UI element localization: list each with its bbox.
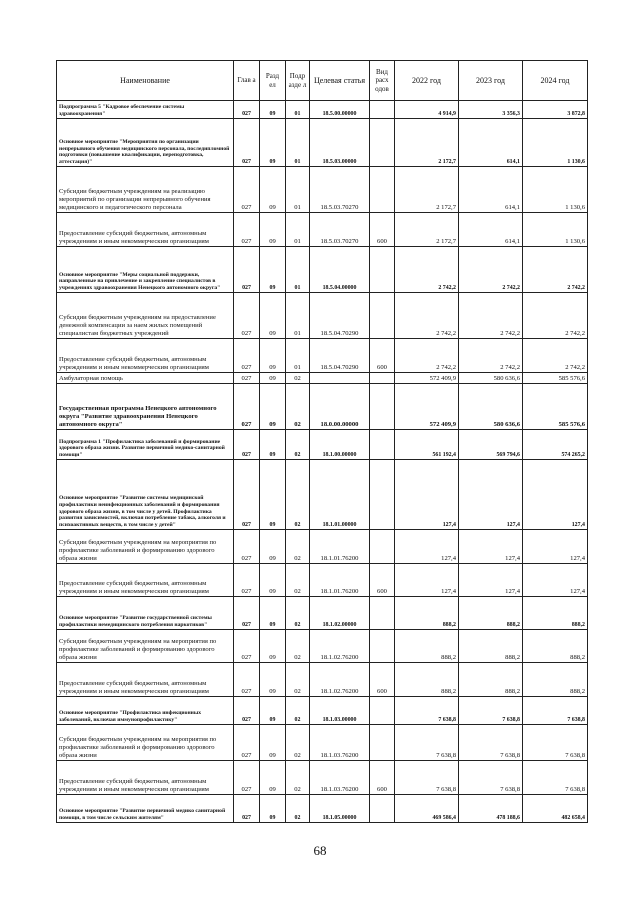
- row-2022: 888,2: [395, 630, 459, 663]
- row-name: Субсидии бюджетным учреждениям на реализацию мероприятий по организации непрерывного обучения медицинского и педагогического персонала: [57, 167, 234, 213]
- row-podrazdel: 02: [286, 630, 310, 663]
- table-header-row: [57, 61, 588, 101]
- row-name: Предоставление субсидий бюджетным, автономным учреждениям и иным некоммерческим организациям: [57, 339, 234, 373]
- row-target: 18.5.04.70290: [310, 293, 370, 339]
- row-name: Предоставление субсидий бюджетным, автономным учреждениям и иным некоммерческим организациям: [57, 564, 234, 597]
- row-2024: 127,4: [523, 530, 588, 564]
- row-2024: 1 130,6: [523, 119, 588, 167]
- row-podrazdel: 02: [286, 530, 310, 564]
- row-glava: 027: [234, 384, 260, 430]
- budget-table-page: [56, 60, 587, 823]
- row-2022: 127,4: [395, 530, 459, 564]
- table-row: [57, 339, 588, 373]
- row-2023: 2 742,2: [459, 293, 523, 339]
- row-target: 18.1.02.76200: [310, 630, 370, 663]
- table-row: [57, 564, 588, 597]
- row-glava: 027: [234, 597, 260, 630]
- row-2024: 585 576,6: [523, 384, 588, 430]
- row-vid: [370, 293, 395, 339]
- row-2022: 2 742,2: [395, 247, 459, 293]
- row-target: 18.5.03.70270: [310, 213, 370, 247]
- row-2022: 7 638,8: [395, 697, 459, 725]
- row-podrazdel: 02: [286, 697, 310, 725]
- row-podrazdel: 02: [286, 384, 310, 430]
- row-target: 18.5.03.70270: [310, 167, 370, 213]
- row-target: 18.1.01.76200: [310, 564, 370, 597]
- budget-table: [56, 60, 588, 823]
- row-2024: 888,2: [523, 663, 588, 697]
- row-podrazdel: 01: [286, 213, 310, 247]
- row-2023: 2 742,2: [459, 247, 523, 293]
- row-2022: 127,4: [395, 460, 459, 530]
- row-name: Амбулаторная помощь: [57, 373, 234, 384]
- row-vid: 600: [370, 339, 395, 373]
- row-vid: [370, 460, 395, 530]
- row-razdel: 09: [260, 430, 286, 460]
- row-2022: 2 742,2: [395, 293, 459, 339]
- row-name: Основное мероприятие "Развитие государственной системы профилактики немедицинского потребления наркотиков": [57, 597, 234, 630]
- row-2022: 127,4: [395, 564, 459, 597]
- row-2023: 888,2: [459, 597, 523, 630]
- row-vid: [370, 530, 395, 564]
- row-2022: 572 409,9: [395, 384, 459, 430]
- table-row: [57, 247, 588, 293]
- row-glava: 027: [234, 530, 260, 564]
- row-2023: 127,4: [459, 460, 523, 530]
- row-target: 18.5.04.70290: [310, 339, 370, 373]
- row-podrazdel: 02: [286, 373, 310, 384]
- row-2023: 2 742,2: [459, 339, 523, 373]
- row-name: Государственная программа Ненецкого автономного округа "Развитие здравоохранения Ненецкого автономного округа": [57, 384, 234, 430]
- table-row: [57, 630, 588, 663]
- row-vid: [370, 167, 395, 213]
- row-2024: 7 638,8: [523, 697, 588, 725]
- row-razdel: 09: [260, 167, 286, 213]
- row-name: Субсидии бюджетным учреждениям на мероприятия по профилактике заболеваний и формированию здорового образа жизни: [57, 530, 234, 564]
- row-razdel: 09: [260, 597, 286, 630]
- table-row: [57, 430, 588, 460]
- row-name: Субсидии бюджетным учреждениям на мероприятия по профилактике заболеваний и формированию здорового образа жизни: [57, 725, 234, 761]
- row-name: Основное мероприятие "Меры социальной поддержки, направленные на привлечение и закрепление специалистов в учреждениях здравоохранения Ненецкого автономного округа": [57, 247, 234, 293]
- row-2022: 2 172,7: [395, 119, 459, 167]
- row-podrazdel: 01: [286, 167, 310, 213]
- row-2023: 3 356,3: [459, 101, 523, 119]
- row-podrazdel: 02: [286, 663, 310, 697]
- row-name: Субсидии бюджетным учреждениям на мероприятия по профилактике заболеваний и формированию здорового образа жизни: [57, 630, 234, 663]
- row-2024: 127,4: [523, 460, 588, 530]
- row-glava: 027: [234, 101, 260, 119]
- row-2024: 482 658,4: [523, 795, 588, 823]
- row-2024: 1 130,6: [523, 167, 588, 213]
- row-razdel: 09: [260, 564, 286, 597]
- table-row: [57, 384, 588, 430]
- row-2024: 2 742,2: [523, 339, 588, 373]
- row-vid: 600: [370, 663, 395, 697]
- row-glava: 027: [234, 247, 260, 293]
- row-glava: 027: [234, 430, 260, 460]
- row-podrazdel: 02: [286, 597, 310, 630]
- row-razdel: 09: [260, 697, 286, 725]
- row-2023: 614,1: [459, 119, 523, 167]
- row-target: 18.1.01.00000: [310, 460, 370, 530]
- row-2024: 585 576,6: [523, 373, 588, 384]
- row-name: Подпрограмма 5 "Кадровое обеспечение системы здравоохранения": [57, 101, 234, 119]
- row-name: Предоставление субсидий бюджетным, автономным учреждениям и иным некоммерческим организациям: [57, 213, 234, 247]
- table-row: [57, 373, 588, 384]
- row-razdel: 09: [260, 630, 286, 663]
- header-razdel: Разд ел: [260, 61, 286, 101]
- row-razdel: 09: [260, 725, 286, 761]
- row-glava: 027: [234, 339, 260, 373]
- row-2023: 7 638,8: [459, 697, 523, 725]
- row-2023: 7 638,8: [459, 761, 523, 795]
- row-2022: 888,2: [395, 597, 459, 630]
- table-row: [57, 460, 588, 530]
- row-vid: [370, 630, 395, 663]
- row-razdel: 09: [260, 384, 286, 430]
- row-vid: [370, 384, 395, 430]
- row-vid: [370, 725, 395, 761]
- header-glava: Глав а: [234, 61, 260, 101]
- row-2024: 888,2: [523, 597, 588, 630]
- row-2022: 4 914,9: [395, 101, 459, 119]
- table-row: [57, 725, 588, 761]
- row-2023: 888,2: [459, 630, 523, 663]
- row-glava: 027: [234, 293, 260, 339]
- row-target: 18.1.03.00000: [310, 697, 370, 725]
- row-podrazdel: 01: [286, 339, 310, 373]
- row-podrazdel: 01: [286, 101, 310, 119]
- row-glava: 027: [234, 795, 260, 823]
- row-glava: 027: [234, 697, 260, 725]
- row-2023: 888,2: [459, 663, 523, 697]
- row-2023: 614,1: [459, 213, 523, 247]
- row-razdel: 09: [260, 530, 286, 564]
- row-vid: [370, 430, 395, 460]
- row-target: 18.1.02.00000: [310, 597, 370, 630]
- row-name: Подпрограмма 1 "Профилактика заболеваний и формирование здорового образа жизни. Развитие первичной медико-санитарной помощи": [57, 430, 234, 460]
- row-2024: 3 872,8: [523, 101, 588, 119]
- row-glava: 027: [234, 761, 260, 795]
- row-target: 18.1.05.00000: [310, 795, 370, 823]
- row-vid: [370, 101, 395, 119]
- row-2022: 2 172,7: [395, 167, 459, 213]
- row-target: 18.1.02.76200: [310, 663, 370, 697]
- row-name: Основное мероприятие "Развитие системы медицинской профилактики неинфекционных заболеваний и формирования здорового образа жизни, в том числе у детей. Профилактика развития зависимостей, включая потребление табака, алкоголя и психоактивных веществ, в том числе у детей": [57, 460, 234, 530]
- row-2024: 2 742,2: [523, 247, 588, 293]
- row-vid: 600: [370, 564, 395, 597]
- row-glava: 027: [234, 663, 260, 697]
- row-name: Предоставление субсидий бюджетным, автономным учреждениям и иным некоммерческим организациям: [57, 663, 234, 697]
- page-number: 68: [313, 843, 327, 858]
- row-razdel: 09: [260, 101, 286, 119]
- table-row: [57, 597, 588, 630]
- row-razdel: 09: [260, 247, 286, 293]
- row-glava: 027: [234, 564, 260, 597]
- row-2024: 127,4: [523, 564, 588, 597]
- row-podrazdel: 02: [286, 430, 310, 460]
- row-razdel: 09: [260, 213, 286, 247]
- header-2023: 2023 год: [459, 61, 523, 101]
- row-target: 18.5.04.00000: [310, 247, 370, 293]
- row-2022: 7 638,8: [395, 725, 459, 761]
- row-target: 18.1.00.00000: [310, 430, 370, 460]
- row-target: 18.0.00.00000: [310, 384, 370, 430]
- table-row: [57, 213, 588, 247]
- table-row: [57, 761, 588, 795]
- row-2024: 7 638,8: [523, 725, 588, 761]
- row-glava: 027: [234, 630, 260, 663]
- header-2022: 2022 год: [395, 61, 459, 101]
- row-vid: [370, 597, 395, 630]
- row-2022: 2 172,7: [395, 213, 459, 247]
- row-2023: 580 636,6: [459, 384, 523, 430]
- header-name: Наименование: [57, 61, 234, 101]
- row-razdel: 09: [260, 339, 286, 373]
- row-target: 18.1.03.76200: [310, 725, 370, 761]
- row-glava: 027: [234, 725, 260, 761]
- row-name: Предоставление субсидий бюджетным, автономным учреждениям и иным некоммерческим организациям: [57, 761, 234, 795]
- row-vid: [370, 119, 395, 167]
- row-podrazdel: 02: [286, 795, 310, 823]
- row-podrazdel: 01: [286, 247, 310, 293]
- table-row: [57, 530, 588, 564]
- row-2023: 127,4: [459, 564, 523, 597]
- row-name: Основное мероприятие "Профилактика инфекционных заболеваний, включая иммунопрофилактику": [57, 697, 234, 725]
- header-2024: 2024 год: [523, 61, 588, 101]
- row-2022: 572 409,9: [395, 373, 459, 384]
- row-vid: 600: [370, 761, 395, 795]
- header-podrazdel: Подр азде л: [286, 61, 310, 101]
- row-target: 18.1.03.76200: [310, 761, 370, 795]
- row-vid: [370, 697, 395, 725]
- row-2022: 2 742,2: [395, 339, 459, 373]
- row-2024: 888,2: [523, 630, 588, 663]
- row-2023: 614,1: [459, 167, 523, 213]
- table-row: [57, 795, 588, 823]
- row-2023: 580 636,6: [459, 373, 523, 384]
- row-vid: [370, 247, 395, 293]
- row-podrazdel: 02: [286, 564, 310, 597]
- row-glava: 027: [234, 213, 260, 247]
- row-glava: 027: [234, 460, 260, 530]
- row-razdel: 09: [260, 460, 286, 530]
- row-glava: 027: [234, 373, 260, 384]
- row-podrazdel: 02: [286, 460, 310, 530]
- row-2022: 888,2: [395, 663, 459, 697]
- table-row: [57, 293, 588, 339]
- row-2022: 7 638,8: [395, 761, 459, 795]
- row-razdel: 09: [260, 663, 286, 697]
- row-vid: [370, 373, 395, 384]
- row-razdel: 09: [260, 761, 286, 795]
- header-target: Целевая статья: [310, 61, 370, 101]
- row-target: 18.5.03.00000: [310, 119, 370, 167]
- row-podrazdel: 02: [286, 725, 310, 761]
- row-2023: 127,4: [459, 530, 523, 564]
- row-2024: 7 638,8: [523, 761, 588, 795]
- row-razdel: 09: [260, 119, 286, 167]
- row-name: Субсидии бюджетным учреждениям на предоставление денежной компенсации за наем жилых помещений специалистам бюджетных учреждений: [57, 293, 234, 339]
- row-2023: 7 638,8: [459, 725, 523, 761]
- table-row: [57, 119, 588, 167]
- row-podrazdel: 01: [286, 293, 310, 339]
- row-2023: 569 794,6: [459, 430, 523, 460]
- row-podrazdel: 02: [286, 761, 310, 795]
- table-row: [57, 167, 588, 213]
- row-name: Основное мероприятие "Мероприятия по организации непрерывного обучения медицинского персонала, последипломной подготовки (повышение квалификации, переподготовка, аттестация)": [57, 119, 234, 167]
- row-2024: 574 265,2: [523, 430, 588, 460]
- header-vid: Вид расх одов: [370, 61, 395, 101]
- row-2024: 2 742,2: [523, 293, 588, 339]
- row-target: 18.1.01.76200: [310, 530, 370, 564]
- row-razdel: 09: [260, 293, 286, 339]
- row-glava: 027: [234, 119, 260, 167]
- row-2024: 1 130,6: [523, 213, 588, 247]
- row-vid: [370, 795, 395, 823]
- row-target: [310, 373, 370, 384]
- table-row: [57, 663, 588, 697]
- table-row: [57, 697, 588, 725]
- table-row: [57, 101, 588, 119]
- row-2022: 561 192,4: [395, 430, 459, 460]
- row-podrazdel: 01: [286, 119, 310, 167]
- row-2023: 478 188,6: [459, 795, 523, 823]
- row-2022: 469 586,4: [395, 795, 459, 823]
- row-glava: 027: [234, 167, 260, 213]
- row-razdel: 09: [260, 373, 286, 384]
- row-name: Основное мероприятие "Развитие первичной медико санитарной помощи, в том числе сельским жителям": [57, 795, 234, 823]
- row-razdel: 09: [260, 795, 286, 823]
- row-target: 18.5.00.00000: [310, 101, 370, 119]
- row-vid: 600: [370, 213, 395, 247]
